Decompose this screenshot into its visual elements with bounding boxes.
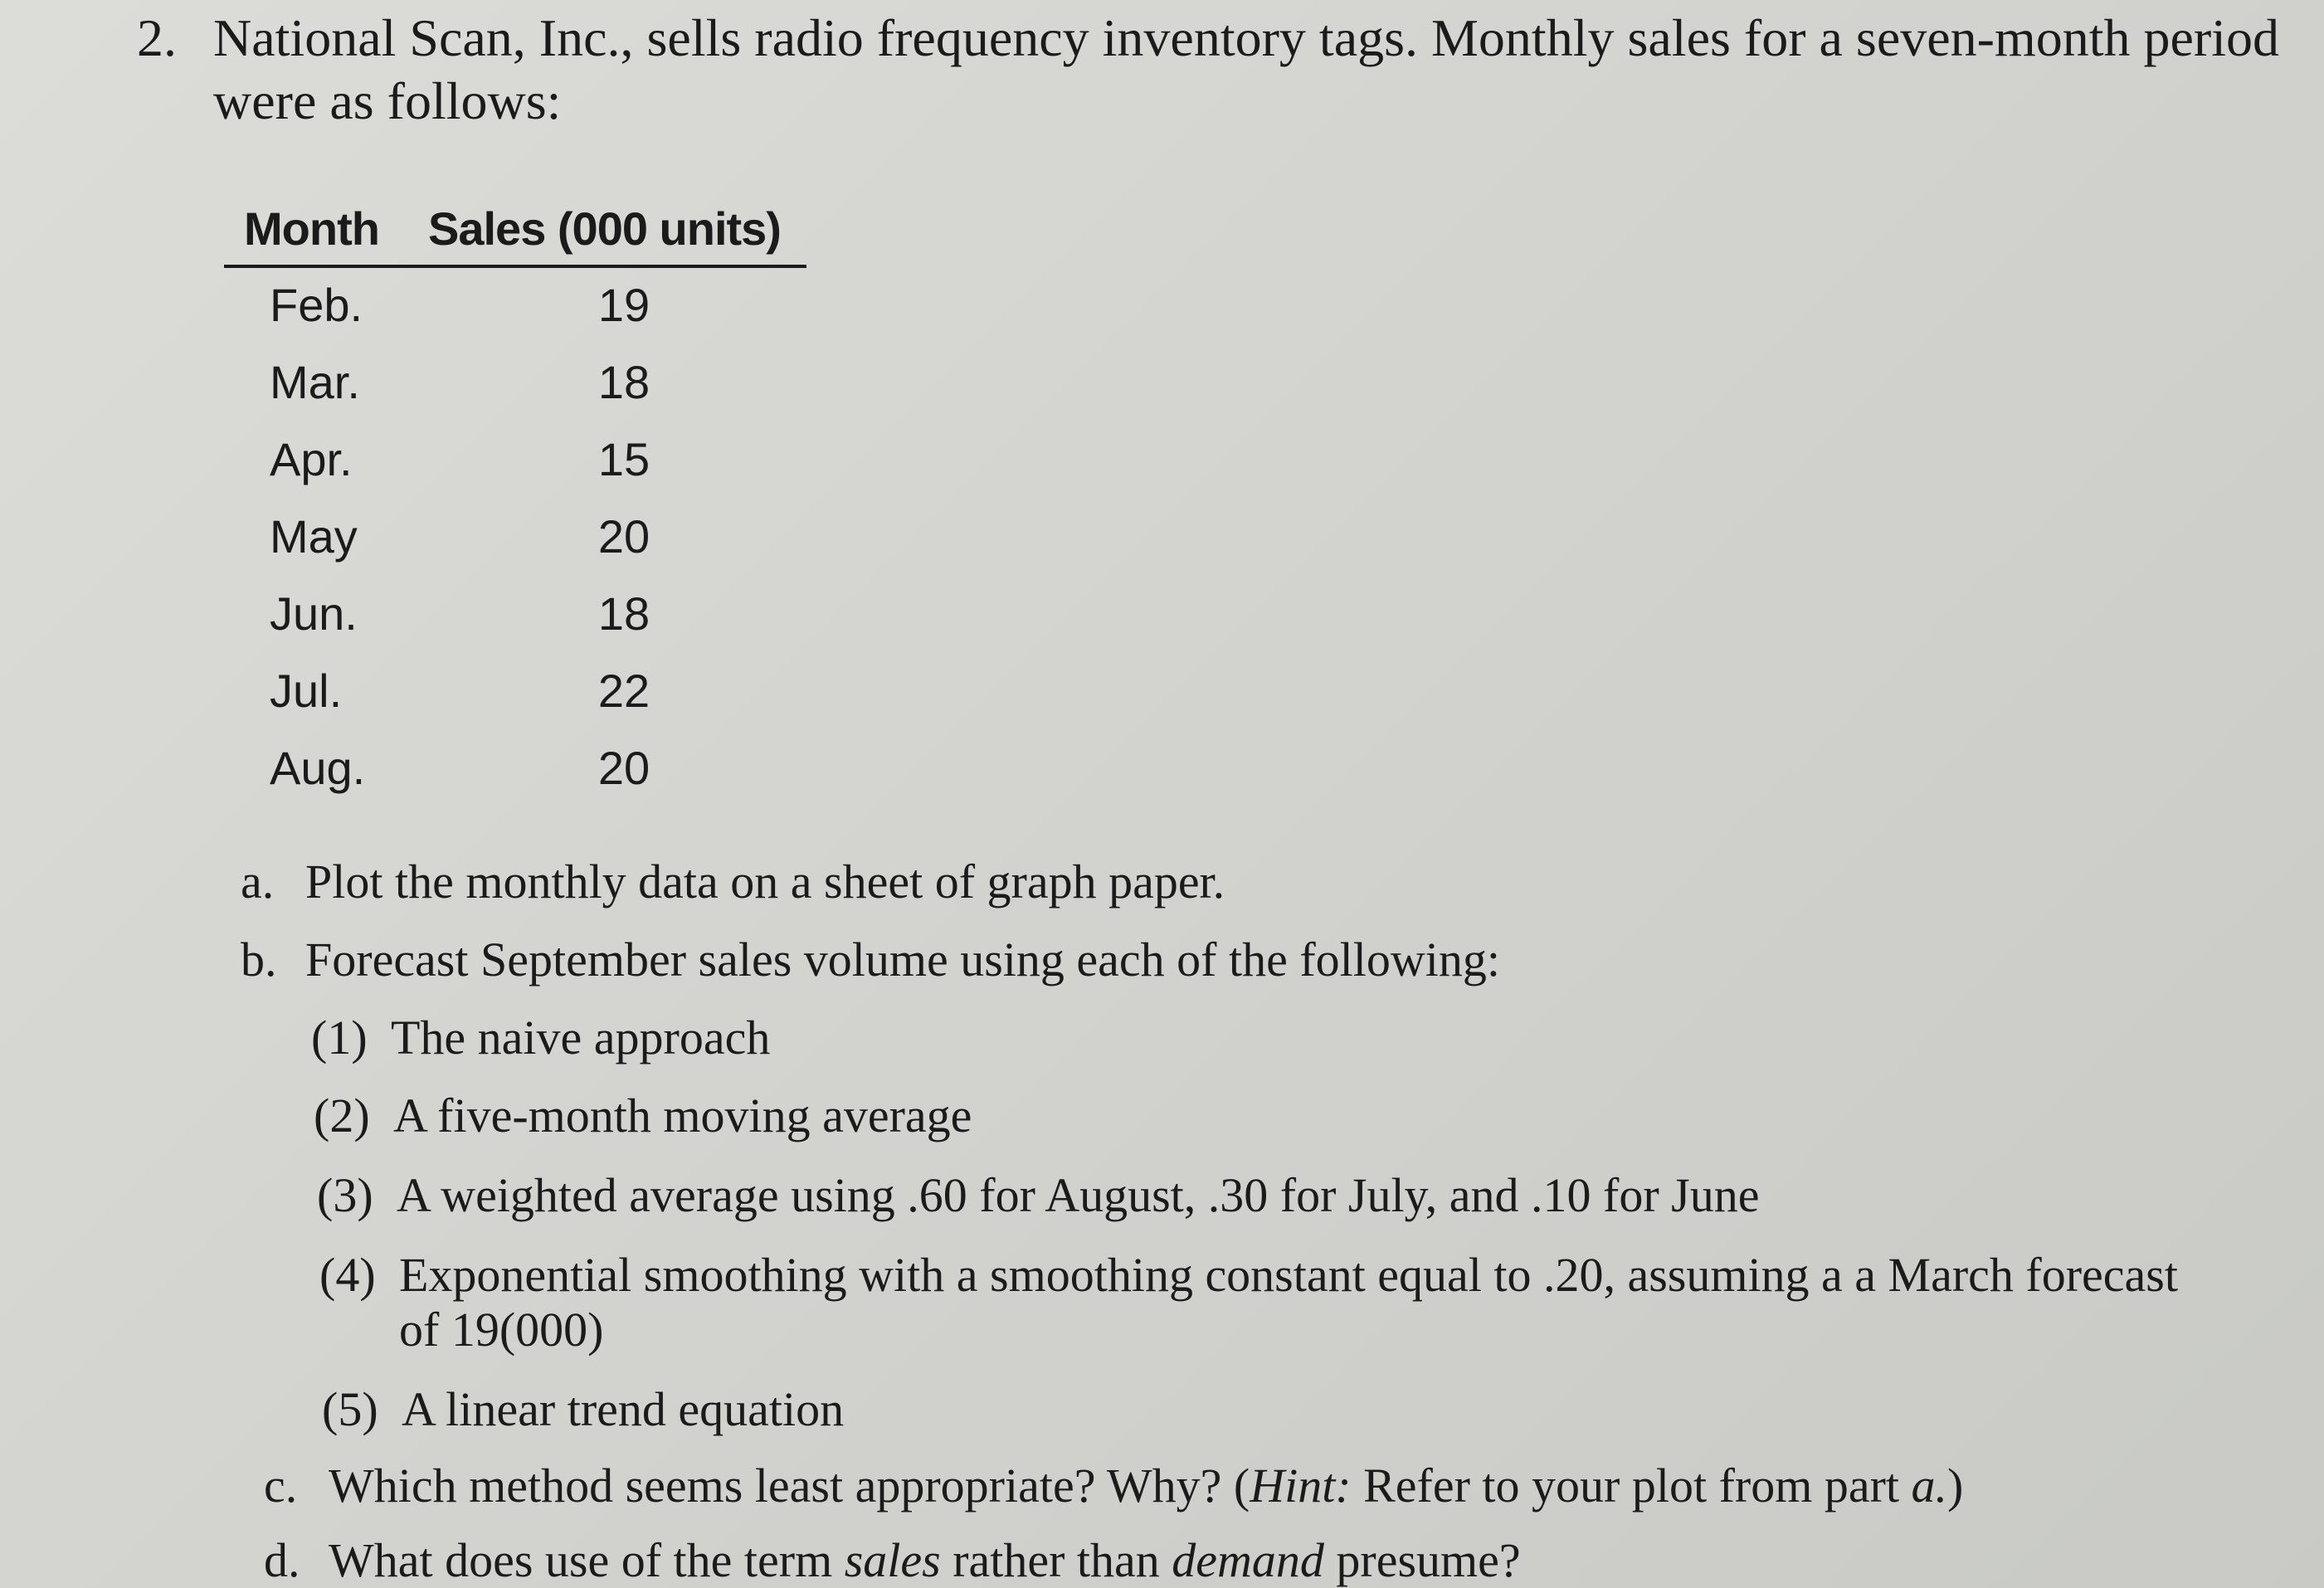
subquestion-text: A weighted average using .60 for August, .30 for July, and .10 for June [397, 1168, 1760, 1222]
subquestion-text: The naive approach [391, 1011, 771, 1064]
question-text-middle: rather than [940, 1533, 1172, 1587]
table-row [224, 499, 806, 577]
question-text-start: What does use of the term [329, 1533, 845, 1587]
month-cell: Jun. [270, 587, 358, 640]
question-label: a. [241, 855, 275, 908]
sales-cell: 15 [597, 433, 650, 485]
question-text: Plot the monthly data on a sheet of graph paper. [305, 855, 1225, 908]
subquestion-label: (5) [322, 1382, 378, 1436]
question-label: d. [264, 1533, 300, 1587]
sales-cell: 18 [597, 356, 650, 408]
sales-cell: 19 [597, 279, 650, 331]
part-reference: a. [1911, 1459, 1947, 1512]
column-header-month: Month [244, 202, 379, 255]
table-row [224, 345, 806, 422]
problem-stem-line-1: National Scan, Inc., sells radio frequency inventory tags. Monthly sales for a seven-month period [213, 8, 2279, 67]
sales-cell: 18 [597, 587, 650, 640]
problem-stem [213, 7, 2312, 133]
column-header-sales: Sales (000 units) [428, 202, 781, 255]
sales-cell: 20 [597, 510, 650, 563]
table-row [224, 422, 806, 499]
problem-number: 2. [137, 8, 177, 67]
problem-stem-line-2: were as follows: [213, 71, 562, 130]
subquestion-label: (2) [314, 1089, 370, 1142]
question-text-end: presume? [1323, 1533, 1521, 1587]
month-cell: Jul. [270, 665, 343, 717]
month-cell: May [270, 510, 358, 563]
emphasized-term-sales: sales [844, 1533, 941, 1587]
table-header [224, 195, 806, 268]
subquestion-label: (3) [317, 1168, 373, 1222]
question-text [329, 1533, 1521, 1588]
subquestion-label: (1) [311, 1011, 368, 1064]
question-text: Forecast September sales volume using each of the following: [305, 933, 1500, 986]
subquestion-label: (4) [319, 1248, 376, 1302]
table-row [224, 577, 806, 654]
subquestion-text: A linear trend equation [402, 1382, 845, 1436]
question-label: b. [241, 933, 277, 986]
sales-cell: 20 [597, 742, 650, 794]
month-cell: Apr. [270, 433, 353, 485]
question-text [329, 1459, 1963, 1513]
month-cell: Mar. [270, 356, 360, 408]
month-cell: Aug. [270, 742, 366, 794]
table-row [224, 731, 806, 808]
subquestion-text-continued: of 19(000) [399, 1303, 604, 1357]
question-text-end: ) [1947, 1459, 1964, 1512]
question-text-middle: Refer to your plot from part [1351, 1459, 1912, 1512]
subquestion-text: Exponential smoothing with a smoothing constant equal to .20, assuming a a March forecast [399, 1248, 2178, 1302]
question-text-start: Which method seems least appropriate? Why? ( [329, 1459, 1250, 1512]
table-row [224, 654, 806, 731]
sales-cell: 22 [597, 665, 650, 717]
month-cell: Feb. [270, 279, 363, 331]
hint-label: Hint: [1250, 1459, 1352, 1512]
table-row [224, 268, 806, 345]
question-label: c. [264, 1459, 298, 1512]
sales-table [224, 195, 806, 808]
emphasized-term-demand: demand [1172, 1533, 1324, 1587]
subquestion-text: A five-month moving average [393, 1089, 972, 1142]
